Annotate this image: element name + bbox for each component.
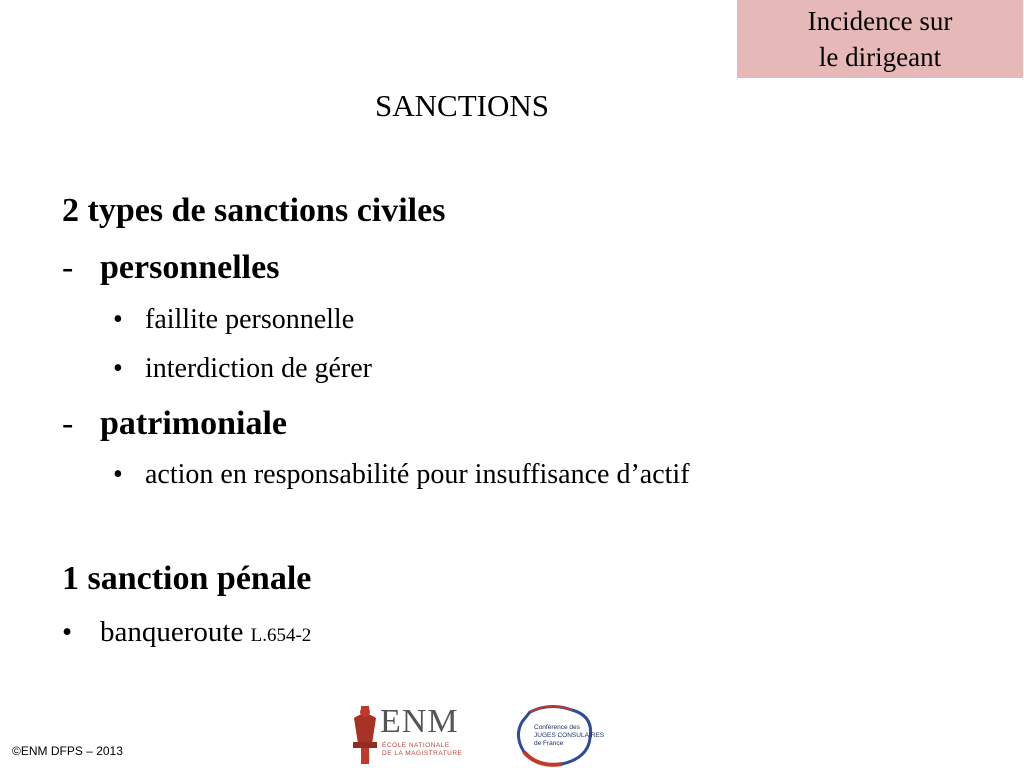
law-reference: L.654-2 <box>250 625 312 646</box>
topic-tag-line2: le dirigeant <box>818 42 942 72</box>
enm-subtitle-line1: ÉCOLE NATIONALE <box>382 742 450 749</box>
juges-consulaires-logo <box>510 702 610 768</box>
juges-line2: JUGES CONSULAIRES <box>534 732 605 739</box>
bullet-icon: • <box>113 353 123 384</box>
penal-sanction-heading: 1 sanction pénale <box>62 560 312 597</box>
bullet-icon: • <box>113 459 123 490</box>
bullet-icon: • <box>62 616 73 648</box>
enm-subtitle-line2: DE LA MAGISTRATURE <box>382 750 463 757</box>
enm-emblem-icon <box>350 704 380 768</box>
dash-marker: - <box>62 249 74 286</box>
topic-tag-line1: Incidence sur <box>807 6 953 36</box>
enm-logo-subtitle <box>382 742 472 758</box>
dash-marker: - <box>62 405 74 442</box>
list-item-text: faillite personnelle <box>145 304 355 335</box>
enm-logo-text: ENM <box>380 703 459 740</box>
list-item-text: interdiction de gérer <box>145 353 373 384</box>
list-item-text <box>100 614 311 654</box>
list-item-text: action en responsabilité pour insuffisance d’actif <box>145 459 690 490</box>
sanction-name: banqueroute <box>100 616 244 648</box>
bullet-icon: • <box>113 304 123 335</box>
slide-title: SANCTIONS <box>375 88 549 123</box>
juges-logo-text <box>534 724 610 748</box>
juges-line3: de France <box>534 740 564 747</box>
copyright-notice: ©ENM DFPS – 2013 <box>12 744 123 758</box>
topic-tag <box>737 0 1023 78</box>
juges-line1: Conférence des <box>534 724 580 731</box>
group-label-patrimoniale: patrimoniale <box>100 405 287 442</box>
enm-logo <box>350 704 470 768</box>
civil-sanctions-heading: 2 types de sanctions civiles <box>62 192 446 229</box>
group-label-personnelles: personnelles <box>100 249 280 286</box>
